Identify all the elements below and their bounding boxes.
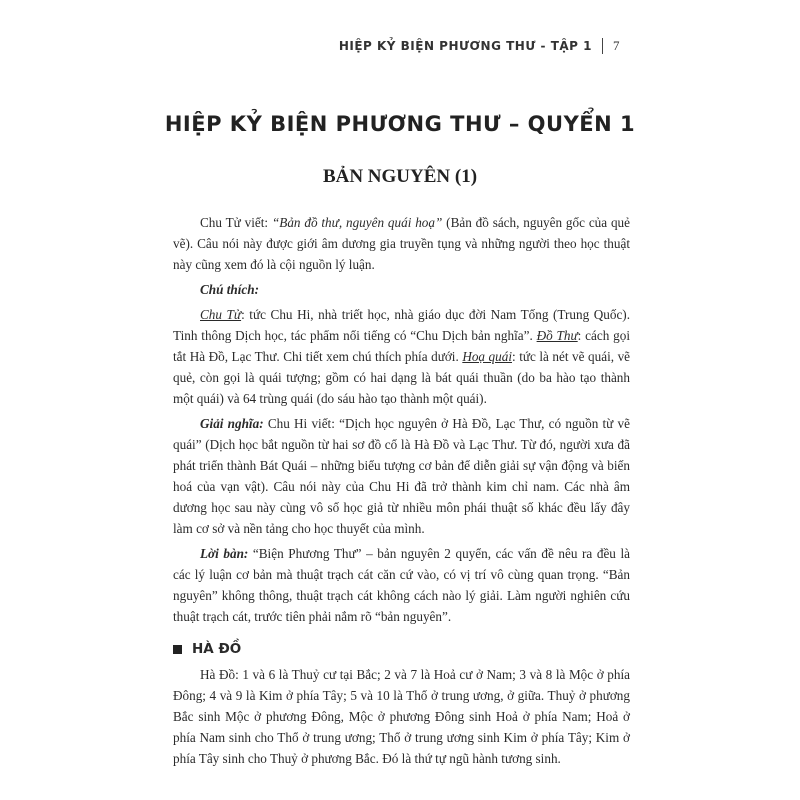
page-number: 7 (613, 38, 620, 53)
paragraph-intro (173, 212, 630, 275)
paragraph-notes (173, 304, 630, 409)
running-header (339, 38, 620, 54)
paragraph-ha-do: Hà Đồ: 1 và 6 là Thuỷ cư tại Bắc; 2 và 7 là Hoả cư ở Nam; 3 và 8 là Mộc ở phía Đông; 4 và 9 là Kim ở phía Tây; 5 và 10 là Thổ ở trung ương, ở giữa. Thuỷ ở phương Bắc sinh Mộc ở phương Đông, Mộc ở phương Đông sinh Hoả ở phía Nam; Hoả ở phía Nam sinh cho Thổ ở trung ương; Thổ ở trung ương sinh Kim ở phía Tây; Kim ở phía Tây sinh cho Thuỷ ở phương Bắc. Đó là thứ tự ngũ hành tương sinh. (173, 667, 630, 766)
term-chu-tu: Chu Tử (200, 307, 242, 322)
section-heading (173, 639, 630, 660)
body-text (173, 212, 630, 773)
running-title: HIỆP KỶ BIỆN PHƯƠNG THƯ - TẬP 1 (338, 39, 592, 53)
explanation-text: Chu Hi viết: “Dịch học nguyên ở Hà Đồ, Lạc Thư, có nguồn từ vẽ quái” (Dịch học bắt nguồn từ hai sơ đồ cổ là Hà Đồ và Lạc Thư. Từ đó, người xưa đã phát triển thành Bát Quái – những biểu tượng cơ bản để diễn giải sự vận động và biến hoá của vạn vật). Câu nói này của Chu Hi đã trở thành kim chỉ nam. Các nhà âm dương học sau này cùng vô số học giả từ nhiều môn phái thuật số khác đều lấy đây làm cơ sở và nền tảng cho học thuyết của mình. (173, 416, 630, 536)
note-heading: Chú thích: (200, 282, 260, 297)
intro-quote: “Bản đồ thư, nguyên quái hoạ” (271, 215, 443, 230)
book-title: HIỆP KỶ BIỆN PHƯƠNG THƯ – QUYỂN 1 (164, 112, 636, 136)
comment-text: “Biện Phương Thư” – bản nguyên 2 quyển, các vấn đề nêu ra đều là các lý luận cơ bản mà thuật trạch cát căn cứ vào, có vị trí vô cùng quan trọng. “Bản nguyên” không thông, thuật trạch cát không cách nào lý giải. Làm người nghiên cứu thuật trạch cát, trước tiên phải nắm rõ “bản nguyên”. (173, 546, 631, 624)
square-bullet-icon (173, 645, 182, 654)
paragraph-comment (173, 543, 630, 627)
note-text-1: : tức Chu Hi, nhà triết học, nhà giáo dục đời Nam Tống (Trung Quốc). Tinh thông Dịch học, tác phẩm nổi tiếng có “Chu Dịch bản nghĩa”. (173, 307, 630, 343)
chapter-title: BẢN NGUYÊN (1) (322, 166, 478, 187)
comment-label: Lời bàn: (200, 546, 249, 561)
note-text-3: : tức là nét vẽ quái, vẽ quẻ, còn gọi là quái tượng; gồm có hai dạng là bát quái thuần (do ba hào tạo thành một quái) và 64 trùng quái (do sáu hào tạo thành một quái). (173, 349, 631, 406)
header-divider (602, 38, 603, 54)
paragraph-explanation (173, 413, 630, 539)
intro-text-a: Chu Tử viết: (200, 215, 272, 230)
term-do-thu: Đồ Thư (536, 328, 578, 343)
section-title: HÀ ĐỒ (192, 641, 242, 657)
note-text-2: : cách gọi tắt Hà Đồ, Lạc Thư. Chi tiết xem chú thích phía dưới. (173, 328, 631, 364)
intro-text-b: (Bản đồ sách, nguyên gốc của quẻ vẽ). Câu nói này được giới âm dương gia truyền tụng và những người theo học thuật này cũng xem đó là cội nguồn lý luận. (173, 215, 631, 272)
explanation-label: Giải nghĩa: (200, 416, 264, 431)
term-hoa-quai: Hoạ quái (462, 349, 512, 364)
